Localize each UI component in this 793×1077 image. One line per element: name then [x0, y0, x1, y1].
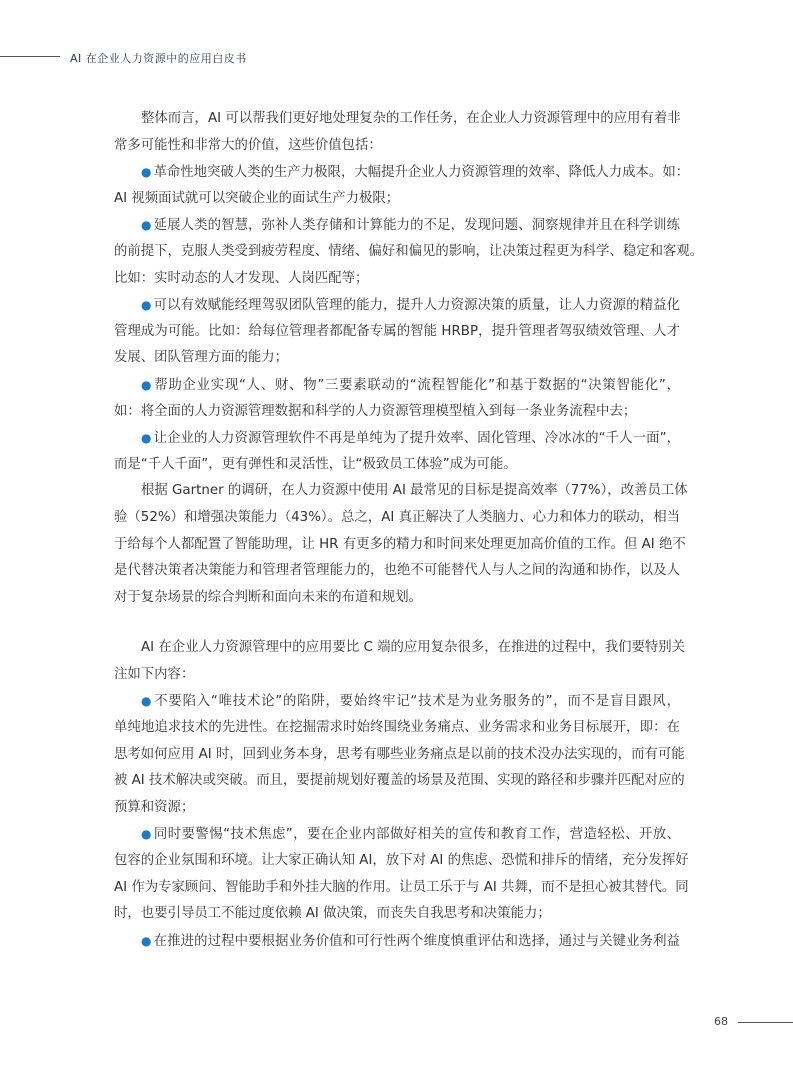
bullet-icon: ●	[141, 218, 152, 233]
line-text: 不要陷入“唯技术论”的陷阱，要始终牢记“技术是为业务服务的”，而不是盲目跟风，	[154, 694, 680, 710]
bullet-paragraph	[114, 372, 680, 425]
text-line	[114, 239, 704, 266]
text-line	[114, 662, 680, 689]
line-text: 而是“千人千面”，更有弹性和灵活性，让“极致员工体验”成为可能。	[114, 456, 517, 472]
text-line	[114, 106, 680, 133]
bullet-icon: ●	[141, 827, 152, 842]
text-paragraph	[114, 106, 680, 159]
line-text: 根据 Gartner 的调研，在人力资源中使用 AI 最常见的目标是提高效率（77%），改善员工体	[141, 483, 688, 499]
line-text: 比如：实时动态的人才发现、人岗匹配等；	[114, 270, 369, 286]
text-line	[114, 159, 690, 186]
text-line	[114, 372, 680, 399]
line-text: 常多可能性和非常大的价值，这些价值包括：	[114, 137, 382, 153]
text-line	[114, 266, 680, 293]
bullet-icon: ●	[141, 694, 153, 709]
text-line	[114, 585, 680, 612]
bullet-paragraph	[114, 821, 689, 927]
line-text: 如：将全面的人力资源管理数据和科学的人力资源管理模型植入到每一条业务流程中去；	[114, 403, 637, 419]
bullet-paragraph	[114, 292, 680, 372]
line-text: 是代替决策者决策能力和管理者管理能力的，也绝不可能替代人与人之间的沟通和协作，以及人	[114, 563, 680, 579]
text-paragraph	[114, 635, 686, 688]
bullet-paragraph	[114, 212, 704, 292]
line-text: AI 在企业人力资源管理中的应用要比 C 端的应用复杂很多，在推进的过程中，我们要特别关	[141, 640, 686, 656]
text-line	[114, 875, 689, 902]
line-text: 革命性地突破人类的生产力极限，大幅提升企业人力资源管理的效率、降低人力成本。如：	[153, 165, 690, 181]
text-line	[114, 505, 680, 532]
page-number: 68	[714, 1015, 728, 1028]
line-text: AI 作为专家顾问、智能助手和外挂大脑的作用。让员工乐于与 AI 共舞，而不是担心被其替代。同	[114, 879, 689, 895]
bullet-paragraph	[114, 425, 680, 478]
text-line	[114, 715, 680, 742]
text-line	[114, 848, 689, 875]
text-line	[114, 901, 680, 928]
line-text: 可以有效赋能经理驾驭团队管理的能力，提升人力资源决策的质量，让人力资源的精益化	[153, 298, 680, 314]
line-text: AI 视频面试就可以突破企业的面试生产力极限；	[114, 190, 400, 206]
text-line	[114, 425, 680, 452]
line-text: 于给每个人都配置了智能助理，让 HR 有更多的精力和时间来处理更加高价值的工作。但 AI 绝不	[114, 536, 686, 552]
running-header-title: AI 在企业人力资源中的应用白皮书	[70, 52, 247, 65]
line-text: 帮助企业实现“人、财、物”三要素联动的“流程智能化”和基于数据的“决策智能化”，	[154, 377, 680, 393]
text-line	[114, 742, 685, 769]
body-text	[114, 106, 704, 954]
line-text: 思考如何应用 AI 时，回到业务本身，思考有哪些业务痛点是以前的技术没办法实现的，而有可能	[114, 746, 685, 762]
bullet-icon: ●	[141, 165, 152, 180]
text-line	[114, 452, 680, 479]
line-text: 在推进的过程中要根据业务价值和可行性两个维度慎重评估和选择，通过与关键业务利益	[153, 933, 680, 949]
text-line	[114, 768, 685, 795]
text-line	[114, 928, 680, 955]
text-line	[114, 795, 680, 822]
line-text: 发展、团队管理方面的能力；	[114, 350, 289, 366]
line-text: 包容的企业氛围和环境。让大家正确认知 AI，放下对 AI 的焦虑、恐慌和排斥的情绪，充分发挥好	[114, 853, 689, 869]
text-line	[114, 345, 680, 372]
bullet-icon: ●	[141, 933, 152, 948]
text-line	[114, 558, 680, 585]
line-text: 预算和资源；	[114, 799, 195, 815]
text-line	[114, 532, 686, 559]
text-line	[114, 478, 688, 505]
line-text: 延展人类的智慧，弥补人类存储和计算能力的不足，发现问题、洞察规律并且在科学训练	[153, 218, 680, 234]
text-line	[114, 688, 680, 715]
line-text: 整体而言，AI 可以帮我们更好地处理复杂的工作任务，在企业人力资源管理中的应用有着非	[141, 111, 681, 126]
header-rule	[0, 56, 60, 57]
line-text: 验（52%）和增强决策能力（43%）。总之，AI 真正解决了人类脑力、心力和体力的联动，相当	[114, 509, 680, 525]
line-text: 单纯地追求技术的先进性。在挖掘需求时始终围绕业务痛点、业务需求和业务目标展开，即：在	[114, 720, 680, 736]
bullet-icon: ●	[141, 377, 153, 392]
text-paragraph	[114, 478, 688, 611]
bullet-paragraph	[114, 688, 685, 821]
bullet-paragraph	[114, 928, 680, 955]
text-line	[114, 319, 680, 346]
line-text: 同时要警惕“技术焦虑”，要在企业内部做好相关的宣传和教育工作，营造轻松、开放、	[153, 827, 680, 843]
text-line	[114, 133, 680, 160]
line-text: 的前提下，克服人类受到疲劳程度、情绪、偏好和偏见的影响，让决策过程更为科学、稳定和客观。	[114, 243, 704, 259]
line-text: 让企业的人力资源管理软件不再是单纯为了提升效率、固化管理、冷冰冰的“千人一面”，	[153, 431, 680, 447]
paragraph-gap	[114, 611, 680, 635]
footer-rule	[738, 1022, 793, 1023]
text-line	[114, 292, 680, 319]
text-line	[114, 635, 686, 662]
line-text: 管理成为可能。比如：给每位管理者都配备专属的智能 HRBP，提升管理者驾驭绩效管理、人才	[114, 323, 680, 339]
bullet-paragraph	[114, 159, 690, 212]
line-text: 对于复杂场景的综合判断和面向未来的布道和规划。	[114, 589, 422, 605]
bullet-icon: ●	[141, 298, 152, 313]
text-line	[114, 399, 680, 426]
line-text: 时，也要引导员工不能过度依赖 AI 做决策，而丧失自我思考和决策能力；	[114, 906, 551, 922]
line-text: 被 AI 技术解决或突破。而且，要提前规划好覆盖的场景及范围、实现的路径和步骤并匹配对应的	[114, 773, 685, 789]
line-text: 注如下内容：	[114, 666, 195, 682]
text-line	[114, 212, 680, 239]
text-line	[114, 821, 680, 848]
bullet-icon: ●	[141, 431, 152, 446]
text-line	[114, 186, 680, 213]
